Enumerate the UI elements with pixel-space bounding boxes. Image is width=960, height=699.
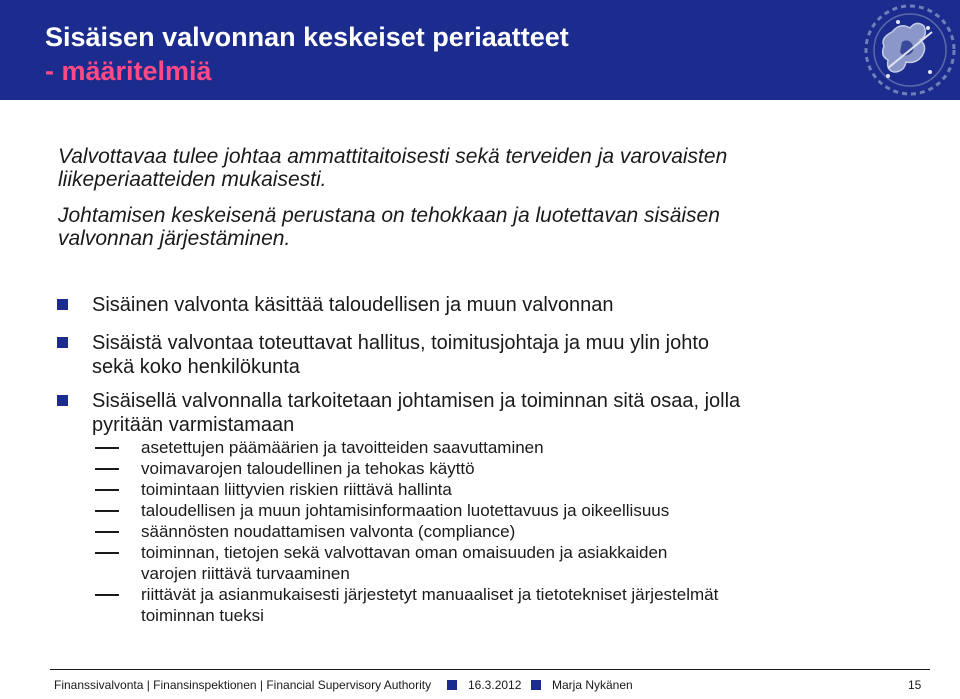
footer-organization: Finanssivalvonta | Finansinspektionen | Financial Supervisory Authority — [54, 678, 432, 692]
subitem-text: riittävät ja asianmukaisesti järjestetyt manuaaliset ja tietotekniset järjestelmät — [141, 585, 719, 604]
dash-icon — [95, 468, 119, 470]
dash-icon — [95, 552, 119, 554]
bullet-square-icon — [57, 299, 68, 310]
footer-square-icon — [447, 680, 457, 690]
bullet-text: Sisäisellä valvonnalla tarkoitetaan johtamisen ja toiminnan sitä osaa, jolla — [92, 390, 741, 412]
dash-icon — [95, 447, 119, 449]
page-number: 15 — [908, 678, 922, 692]
bullet-square-icon — [57, 395, 68, 406]
slide-subtitle: - määritelmiä — [45, 56, 212, 86]
intro-line: Valvottavaa tulee johtaa ammattitaitoisesti sekä terveiden ja varovaisten — [58, 145, 728, 168]
subitem-text: voimavarojen taloudellinen ja tehokas käyttö — [141, 459, 475, 478]
dash-icon — [95, 489, 119, 491]
dash-icon — [95, 510, 119, 512]
bullet-text: Sisäinen valvonta käsittää taloudellisen ja muun valvonnan — [92, 294, 614, 316]
subitem-text-continued: varojen riittävä turvaaminen — [141, 564, 350, 583]
footer-date: 16.3.2012 — [468, 678, 522, 692]
dash-icon — [95, 531, 119, 533]
subitem-text: asetettujen päämäärien ja tavoitteiden saavuttaminen — [141, 438, 544, 457]
intro-line: valvonnan järjestäminen. — [58, 227, 291, 250]
subitem-text: toimintaan liittyvien riskien riittävä hallinta — [141, 480, 452, 499]
bullet-text: Sisäistä valvontaa toteuttavat hallitus, toimitusjohtaja ja muu ylin johto — [92, 332, 710, 354]
subitem-text-continued: toiminnan tueksi — [141, 606, 264, 625]
footer — [54, 677, 934, 693]
subitem-text: toiminnan, tietojen sekä valvottavan oman omaisuuden ja asiakkaiden — [141, 543, 668, 562]
subitem-text: säännösten noudattamisen valvonta (compliance) — [141, 522, 516, 541]
subitem-text: taloudellisen ja muun johtamisinformaation luotettavuus ja oikeellisuus — [141, 501, 670, 520]
intro-line: Johtamisen keskeisenä perustana on tehokkaan ja luotettavan sisäisen — [58, 204, 720, 227]
bullet-square-icon — [57, 337, 68, 348]
dash-icon — [95, 594, 119, 596]
intro-line: liikeperiaatteiden mukaisesti. — [58, 168, 327, 191]
bullet-text-continued: sekä koko henkilökunta — [92, 356, 300, 378]
footer-divider — [50, 669, 930, 670]
footer-author: Marja Nykänen — [552, 678, 633, 692]
slide-title: Sisäisen valvonnan keskeiset periaatteet — [45, 22, 569, 52]
title-band — [0, 0, 960, 100]
footer-square-icon — [531, 680, 541, 690]
bullet-text-continued: pyritään varmistamaan — [92, 414, 295, 436]
lion-coat-of-arms-icon — [858, 2, 958, 98]
